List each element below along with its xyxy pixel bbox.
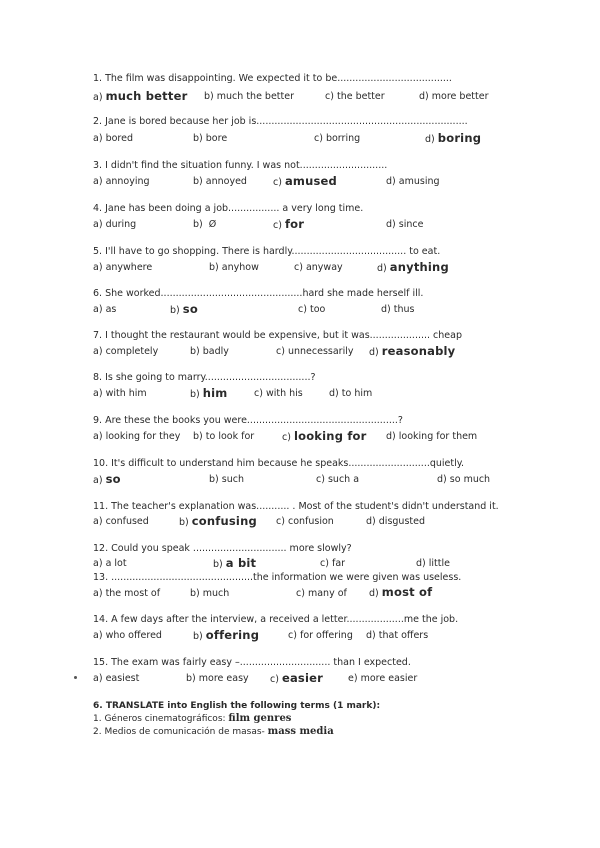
option-d[interactable]: d) looking for them: [386, 431, 478, 442]
question-stem: 10. It's difficult to understand him because he speaks...........................quietly.: [93, 458, 465, 469]
option-d[interactable]: d) disgusted: [366, 516, 426, 527]
option-c[interactable]: c) borring: [314, 133, 361, 144]
option-a[interactable]: a) looking for they: [93, 431, 181, 442]
marked-answer: him: [202, 386, 228, 400]
translate-item: [93, 726, 334, 737]
option-b[interactable]: b) bore: [193, 133, 228, 144]
option-a[interactable]: a) with him: [93, 388, 147, 399]
question-stem: 4. Jane has been doing a job................. a very long time.: [93, 203, 364, 214]
option-c[interactable]: c) amused: [273, 174, 337, 188]
question-stem: 14. A few days after the interview, a received a letter...................me the job.: [93, 614, 459, 625]
translate-heading: 6. TRANSLATE into English the following terms (1 mark):: [93, 701, 381, 711]
option-d[interactable]: d) little: [416, 558, 450, 569]
option-d[interactable]: d) boring: [425, 131, 482, 145]
option-b[interactable]: b) much: [190, 588, 230, 599]
option-b[interactable]: b) Ø: [193, 219, 217, 230]
option-c[interactable]: c) such a: [316, 474, 360, 485]
option-d[interactable]: d) that offers: [366, 630, 429, 641]
option-a[interactable]: a) confused: [93, 516, 149, 527]
option-a[interactable]: a) completely: [93, 346, 159, 357]
marked-answer: amused: [284, 174, 337, 188]
option-c[interactable]: c) with his: [254, 388, 303, 399]
option-c[interactable]: c) the better: [325, 91, 385, 102]
option-d[interactable]: d) to him: [329, 388, 373, 399]
marked-answer: for: [284, 217, 305, 231]
question-stem: 1. The film was disappointing. We expected it to be......................................: [93, 73, 452, 84]
marked-answer: confusing: [191, 514, 257, 528]
option-b[interactable]: b) confusing: [179, 514, 257, 528]
option-a[interactable]: a) the most of: [93, 588, 161, 599]
question-stem: 6. She worked...............................................hard she made herself ill.: [93, 288, 424, 299]
option-c[interactable]: c) looking for: [282, 429, 367, 443]
option-d[interactable]: d) since: [386, 219, 424, 230]
marked-answer: so: [182, 302, 198, 316]
option-a[interactable]: a) so: [93, 472, 121, 486]
option-b[interactable]: b) so: [170, 302, 198, 316]
question-stem: 13. ...............................................the information we were given was useless.: [93, 572, 462, 583]
option-b[interactable]: b) to look for: [193, 431, 255, 442]
option-d[interactable]: d) reasonably: [369, 344, 456, 358]
marked-answer: much better: [105, 89, 188, 103]
option-a[interactable]: a) a lot: [93, 558, 127, 569]
option-a[interactable]: a) much better: [93, 89, 188, 103]
option-b[interactable]: b) annoyed: [193, 176, 247, 187]
option-a[interactable]: a) anywhere: [93, 262, 153, 273]
option-b[interactable]: b) such: [209, 474, 244, 485]
marked-answer: reasonably: [381, 344, 456, 358]
option-a[interactable]: a) bored: [93, 133, 133, 144]
option-b[interactable]: b) badly: [190, 346, 229, 357]
translate-answer: film genres: [228, 713, 292, 724]
option-b[interactable]: b) anyhow: [209, 262, 259, 273]
question-stem: 2. Jane is bored because her job is......................................................................: [93, 116, 468, 127]
translate-answer: mass media: [267, 726, 334, 737]
option-d[interactable]: d) most of: [369, 585, 433, 599]
option-c[interactable]: c) for offering: [288, 630, 353, 641]
question-stem: 12. Could you speak ............................... more slowly?: [93, 543, 352, 554]
marked-answer: boring: [437, 131, 482, 145]
question-stem: 8. Is she going to marry...................................?: [93, 372, 316, 383]
marked-answer: anything: [389, 260, 449, 274]
marked-answer: so: [105, 472, 121, 486]
option-d[interactable]: d) so much: [437, 474, 491, 485]
option-b[interactable]: b) more easy: [186, 673, 249, 684]
question-stem: 9. Are these the books you were..................................................?: [93, 415, 403, 426]
option-a[interactable]: a) during: [93, 219, 137, 230]
option-a[interactable]: a) who offered: [93, 630, 162, 641]
question-stem: 15. The exam was fairly easy –.............................. than I expected.: [93, 657, 411, 668]
option-c[interactable]: c) easier: [270, 671, 323, 685]
option-a[interactable]: a) easiest: [93, 673, 140, 684]
option-b[interactable]: b) a bit: [213, 556, 257, 570]
option-a[interactable]: a) as: [93, 304, 117, 315]
translate-prompt: 1. Géneros cinematográficos:: [93, 714, 226, 724]
option-d[interactable]: d) anything: [377, 260, 449, 274]
marked-answer: a bit: [225, 556, 257, 570]
option-c[interactable]: c) unnecessarily: [276, 346, 354, 357]
option-c[interactable]: c) many of: [296, 588, 347, 599]
option-b[interactable]: b) much the better: [204, 91, 295, 102]
option-c[interactable]: c) too: [298, 304, 326, 315]
option-d[interactable]: d) thus: [381, 304, 415, 315]
ink-dot: [74, 676, 77, 679]
translate-prompt: 2. Medios de comunicación de masas-: [93, 727, 265, 737]
option-c[interactable]: c) confusion: [276, 516, 334, 527]
option-e[interactable]: e) more easier: [348, 673, 418, 684]
marked-answer: looking for: [293, 429, 367, 443]
option-b[interactable]: b) offering: [193, 628, 260, 642]
question-stem: 5. I'll have to go shopping. There is hardly...................................... to eat.: [93, 246, 441, 257]
option-c[interactable]: c) far: [320, 558, 346, 569]
marked-answer: offering: [205, 628, 260, 642]
option-b[interactable]: b) him: [190, 386, 228, 400]
translate-item: [93, 713, 291, 724]
option-a[interactable]: a) annoying: [93, 176, 150, 187]
question-stem: 11. The teacher's explanation was........... . Most of the student's didn't understand it.: [93, 501, 499, 512]
option-c[interactable]: c) anyway: [294, 262, 343, 273]
option-c[interactable]: c) for: [273, 217, 305, 231]
option-d[interactable]: d) more better: [419, 91, 489, 102]
question-stem: 3. I didn't find the situation funny. I was not.............................: [93, 160, 388, 171]
marked-answer: easier: [281, 671, 323, 685]
option-d[interactable]: d) amusing: [386, 176, 440, 187]
question-stem: 7. I thought the restaurant would be expensive, but it was.................... cheap: [93, 330, 462, 341]
marked-answer: most of: [381, 585, 433, 599]
